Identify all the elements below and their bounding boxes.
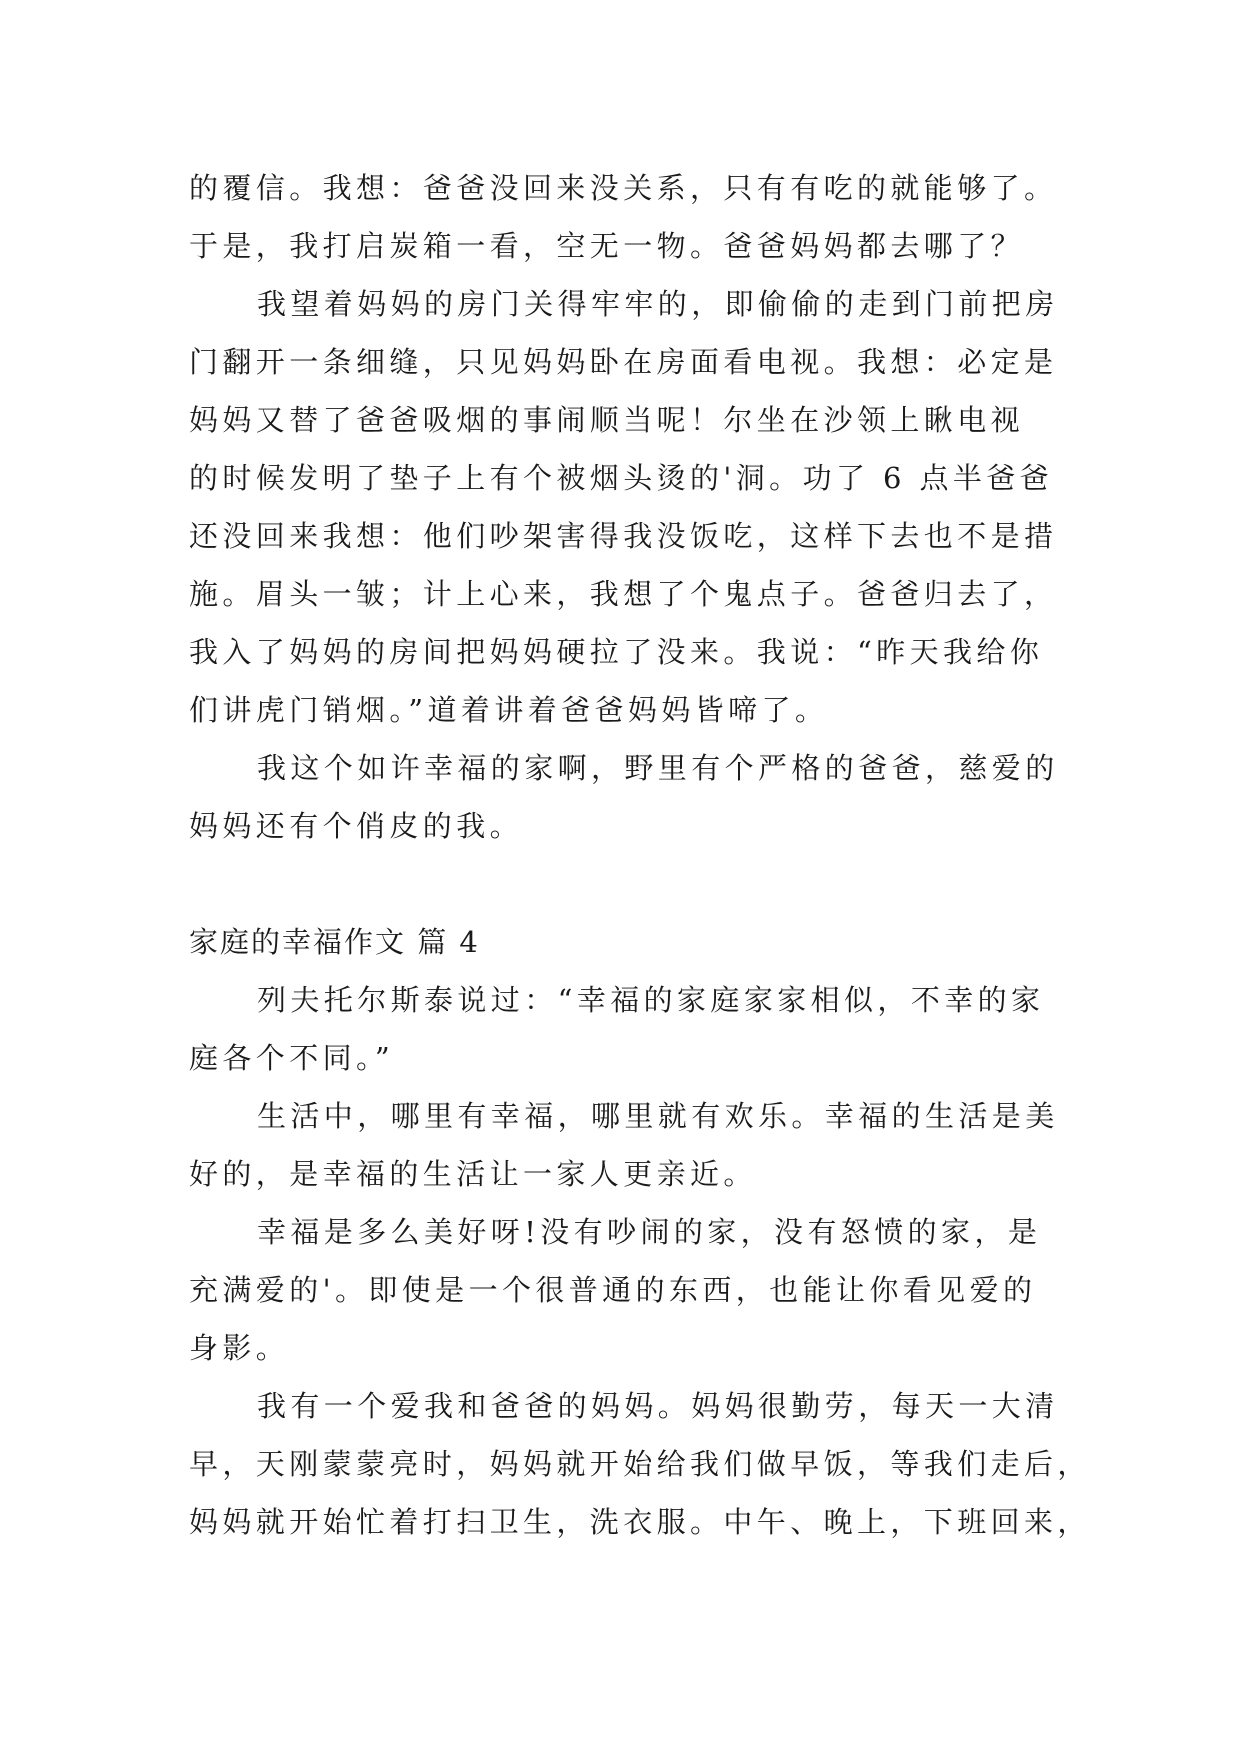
text-line: 身影。: [189, 1331, 290, 1365]
text-line: 的覆信。我想：爸爸没回来没关系，只有有吃的就能够了。: [189, 171, 1058, 205]
text-line: 妈妈就开始忙着打扫卫生，洗衣服。中午、晚上，下班回来，: [189, 1505, 1091, 1539]
text-line: 充满爱的'。即使是一个很普通的东西，也能让你看见爱的: [189, 1273, 1037, 1307]
text-line: 们讲虎门销烟。”道着讲着爸爸妈妈皆啼了。: [189, 693, 829, 727]
section-heading: 家庭的幸福作文 篇 4: [189, 925, 480, 959]
text-line: 好的，是幸福的生活让一家人更亲近。: [189, 1157, 757, 1191]
text-line: 门翻开一条细缝，只见妈妈卧在房面看电视。我想：必定是: [189, 345, 1058, 379]
text-line: 庭各个不同。”: [189, 1041, 395, 1075]
text-line: 幸福是多么美好呀!没有吵闹的家，没有怒愤的家，是: [257, 1215, 1042, 1249]
text-line: 我望着妈妈的房门关得牢牢的，即偷偷的走到门前把房: [257, 287, 1059, 321]
text-line: 生活中，哪里有幸福，哪里就有欢乐。幸福的生活是美: [257, 1099, 1059, 1133]
text-line: 早，天刚蒙蒙亮时，妈妈就开始给我们做早饭，等我们走后，: [189, 1447, 1091, 1481]
text-line: 我这个如许幸福的家啊，野里有个严格的爸爸，慈爱的: [257, 751, 1059, 785]
text-line: 于是，我打启炭箱一看，空无一物。爸爸妈妈都去哪了？: [189, 229, 1025, 263]
text-line: 妈妈还有个俏皮的我。: [189, 809, 524, 843]
text-line: 还没回来我想：他们吵架害得我没饭吃，这样下去也不是措: [189, 519, 1058, 553]
text-line: 我入了妈妈的房间把妈妈硬拉了没来。我说：“昨天我给你: [189, 635, 1044, 669]
text-line: 的时候发明了垫子上有个被烟头烫的'洞。功了 6 点半爸爸: [189, 461, 1054, 495]
text-line: 列夫托尔斯泰说过：“幸福的家庭家家相似，不幸的家: [257, 983, 1045, 1017]
text-line: 施。眉头一皱；计上心来，我想了个鬼点子。爸爸归去了，: [189, 577, 1058, 611]
text-line: 妈妈又替了爸爸吸烟的事闹顺当呢！尔坐在沙领上瞅电视: [189, 403, 1025, 437]
text-line: 我有一个爱我和爸爸的妈妈。妈妈很勤劳，每天一大清: [257, 1389, 1059, 1423]
